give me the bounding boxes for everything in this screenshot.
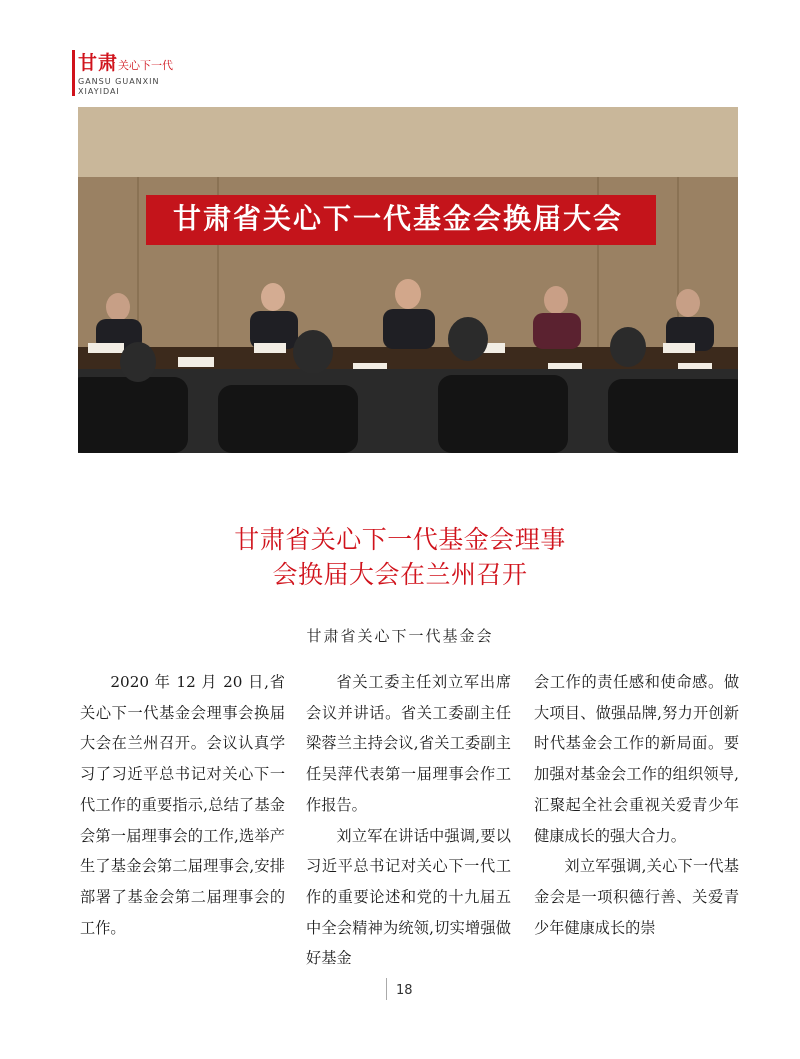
logo-cn-main: 甘肃 — [78, 52, 119, 74]
paragraph-3: 刘立军在讲话中强调,要以习近平总书记对关心下一代工作的重要论述和党的十九届五中全会精神为统领,切实增强做好基金 — [306, 826, 511, 968]
photo-banner-text: 甘肃省关心下一代基金会换届大会 — [172, 202, 623, 235]
footer-divider — [386, 978, 387, 1000]
column-2 — [306, 667, 511, 974]
logo-cn-sub: 关心下一代 — [118, 59, 174, 72]
logo-en — [78, 77, 173, 97]
paragraph-1: 2020 年 12 月 20 日,省关心下一代基金会理事会换届大会在兰州召开。会议认真学习了习近平总书记对关心下一代工作的重要指示,总结了基金会第一届理事会的工作,选举产生了基金会第二届理事会,安排部署了基金会第二届理事会的工作。 — [80, 673, 285, 937]
masthead-logo — [78, 48, 173, 75]
paragraph-4: 刘立军强调,关心下一代基金会是一项积德行善、关爱青少年健康成长的崇 — [534, 857, 739, 937]
article-title — [0, 522, 800, 592]
logo-en-line1: GANSU GUANXIN — [78, 77, 160, 86]
article-title-line2: 会换届大会在兰州召开 — [272, 560, 528, 589]
article-author: 甘肃省关心下一代基金会 — [306, 627, 494, 645]
paragraph-2: 省关工委主任刘立军出席会议并讲话。省关工委副主任梁蓉兰主持会议,省关工委副主任吴萍代表第一届理事会作工作报告。 — [306, 673, 511, 814]
column-3 — [534, 667, 739, 943]
paragraph-3-continued: 会工作的责任感和使命感。做大项目、做强品牌,努力开创新时代基金会工作的新局面。要加强对基金会工作的组织领导,汇聚起全社会重视关爱青少年健康成长的强大合力。 — [534, 673, 739, 845]
page-number: 18 — [396, 983, 413, 998]
masthead-bar — [72, 50, 75, 96]
column-1 — [80, 667, 285, 943]
article-title-line1: 甘肃省关心下一代基金会理事 — [234, 525, 566, 554]
masthead — [78, 48, 173, 97]
logo-en-line2: XIAYIDAI — [78, 87, 120, 96]
meeting-photo-illustration — [78, 107, 738, 453]
meeting-photo — [78, 107, 738, 453]
